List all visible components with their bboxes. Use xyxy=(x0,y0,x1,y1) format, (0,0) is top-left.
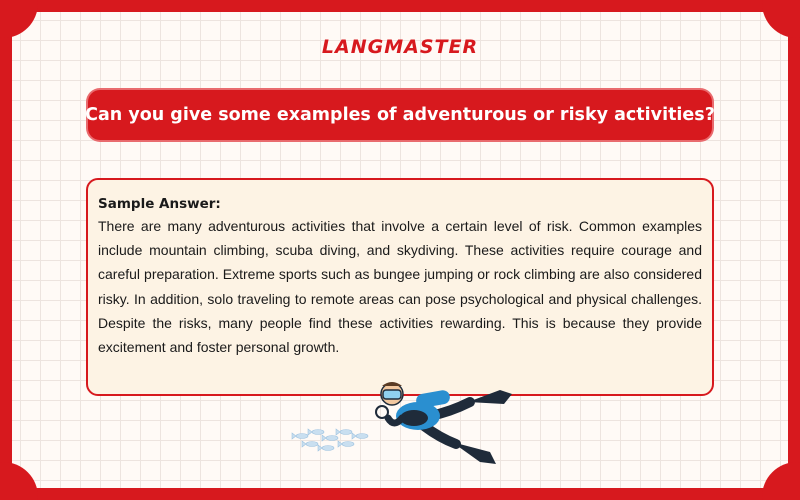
frame-border-top xyxy=(0,0,800,12)
brand-logo: LANGMASTER xyxy=(321,36,479,58)
scuba-diver-icon xyxy=(290,372,520,472)
answer-body: There are many adventurous activities that involve a certain level of risk. Common examples include mountain climbing, scuba diving, and skydiving. These activities require courage and careful preparation. Extreme sports such as bungee jumping or rock climbing are also considered risky. In addition, solo traveling to remote areas can pose psychological and physical challenges. Despite the risks, many people find these activities rewarding. This is because they provide excitement and foster personal growth. xyxy=(98,218,702,356)
corner-decoration xyxy=(0,462,38,500)
frame-border-bottom xyxy=(0,488,800,500)
corner-decoration xyxy=(0,0,38,38)
corner-decoration xyxy=(762,0,800,38)
corner-decoration xyxy=(762,462,800,500)
answer-card xyxy=(86,178,714,396)
answer-heading: Sample Answer: xyxy=(98,196,221,212)
frame-border-left xyxy=(0,0,12,500)
frame-border-right xyxy=(788,0,800,500)
question-banner xyxy=(85,90,715,140)
question-text: Can you give some examples of adventurous or risky activities? xyxy=(85,105,715,125)
